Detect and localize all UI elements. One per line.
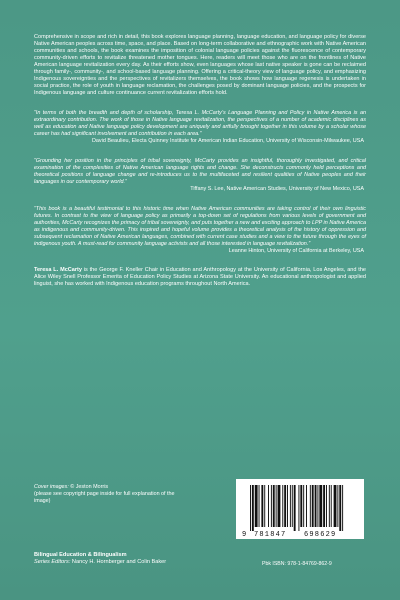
barcode-bar [268, 485, 269, 527]
barcode-bar [292, 485, 293, 527]
author-bio [34, 267, 366, 288]
barcode-bar [250, 485, 251, 531]
author-bio-text: is the George F. Kneller Chair in Education and Anthropology at the University of California, Los Angeles, and the Alice Wiley Snell Professor Emerita of Education Policy Studies at Arizona State University. An educational anthropologist and applied linguist, she has worked with Indigenous education programs throughout North America. [34, 266, 366, 287]
barcode-bar [278, 485, 281, 527]
barcode-bar [342, 485, 343, 531]
author-name: Teresa L. McCarty [34, 266, 82, 273]
barcode-digit-first: 9 [242, 531, 247, 539]
barcode-bar [310, 485, 311, 527]
series-editors-label: Series Editors: [34, 559, 71, 566]
review [34, 206, 366, 255]
review-quote: “In terms of both the breadth and depth of scholarship, Teresa L. McCarty’s Language Planning and Policy in Native America is an extraordinary contribution. The work of those in Native language revitalization, the perspectives of a number of academic disciplines as well as education and Native language policy development are uniquely and artfully brought together in this volume by a scholar whose career has had significant involvement and contribution in each area.” [34, 110, 366, 138]
barcode-bar [300, 485, 302, 527]
cover-image-credit [34, 484, 184, 505]
barcode-graphic [236, 479, 364, 539]
barcode-bar [303, 485, 304, 527]
barcode-bar [298, 485, 299, 531]
barcode-bar [287, 485, 288, 527]
barcode-bar [326, 485, 327, 527]
barcode-bar [290, 485, 291, 527]
credit-note: (please see copyright page inside for full explanation of the image) [34, 491, 175, 504]
credit-value: © Jeston Morris [68, 484, 109, 490]
review [34, 158, 366, 193]
barcode-digits-right: 698629 [304, 531, 337, 539]
isbn: Pbk ISBN: 978-1-84769-862-9 [262, 561, 332, 567]
barcode-bar [271, 485, 272, 527]
credit-label: Cover images: [34, 484, 69, 490]
review-quote: “This book is a beautiful testimonial to this historic time when Native American communities are taking control of their own linguistic futures. In contrast to the view of language policy as primarily a top-down set of regulations from various levels of government and authorities, McCarty recognizes the primacy of tribal sovereignty, and puts together a new and exciting approach to LPP in Native America as indigenous and community-driven. This inspired and hopeful volume provides a theoretical analysis of the history of oppression and subsequent reclamation of Native American languages, combined with current case studies and a view to the future through the eyes of indigenous youth. A must-read for community language activists and all those interested in language revitalization.” [34, 205, 366, 247]
series-title: Bilingual Education & Bilingualism [34, 552, 127, 558]
book-blurb: Comprehensive in scope and rich in detail, this book explores language planning, language education, and language policy for diverse Native American peoples across time, space, and place. Based on long-term collaborative and ethnographic work with Native American communities and schools, the book examines the imposition of colonial language policies against the fluorescence of contemporary community-driven efforts to revitalize threatened mother tongues. Here, readers will meet those who are on the frontlines of Native American language revitalization every day. As their efforts show, even languages whose last native speaker is gone can be reclaimed through family-, community-, and school-based language planning. Offering a critical-theory view of language policy, and emphasizing Indigenous sovereignties and the perspectives of revitalizers themselves, the book shows how language regenesis is undertaken in social practice, the role of youth in language reclamation, the challenges posed by dominant language policies, and the prospects for Indigenous language and culture continuance current revitalization efforts hold. [34, 34, 366, 97]
barcode-bar [261, 485, 263, 527]
barcode-bar [337, 485, 338, 527]
review [34, 110, 366, 145]
review-attribution: David Beaulieu, Electa Quinney Institute for American Indian Education, University of Wisconsin-Milwaukee, USA [91, 138, 364, 145]
barcode-bar [284, 485, 286, 527]
barcode-bar [317, 485, 318, 527]
barcode-bar [315, 485, 317, 527]
barcode-bar [323, 485, 325, 527]
barcode-bar [252, 485, 254, 531]
review-attribution: Tiffany S. Lee, Native American Studies, University of New Mexico, USA [190, 186, 364, 192]
barcode-bar [259, 485, 260, 527]
barcode-bar [273, 485, 275, 527]
series-editors: Nancy H. Hornberger and Colin Baker [70, 559, 167, 566]
review-attribution: Leanne Hinton, University of California at Berkeley, USA [228, 247, 364, 254]
review-quote: “Grounding her position in the principles of tribal sovereignty, McCarty provides an insightful, thoroughly investigated, and critical examination of the complexities of Native American language rights and change. She deconstructs commonly held perceptions and theoretical positions of language change and re-introduces us to the multifaceted and resilient qualities of Native peoples and their languages in our contemporary world.” [34, 158, 366, 186]
barcode-bar [319, 485, 322, 527]
barcode-bar [282, 485, 283, 527]
barcode-bar [334, 485, 337, 527]
series-info [34, 552, 254, 566]
barcode-bar [331, 485, 332, 527]
cover-text [34, 34, 366, 288]
barcode-bar [329, 485, 330, 527]
barcode-bar [276, 485, 277, 527]
barcode [236, 479, 364, 539]
barcode-bar [306, 485, 307, 527]
barcode-bar [294, 485, 296, 531]
barcode-digits-left: 781847 [254, 531, 287, 539]
barcode-bar [312, 485, 314, 527]
barcode-bar [255, 485, 258, 527]
barcode-bar [339, 485, 341, 531]
barcode-bar [264, 485, 265, 527]
